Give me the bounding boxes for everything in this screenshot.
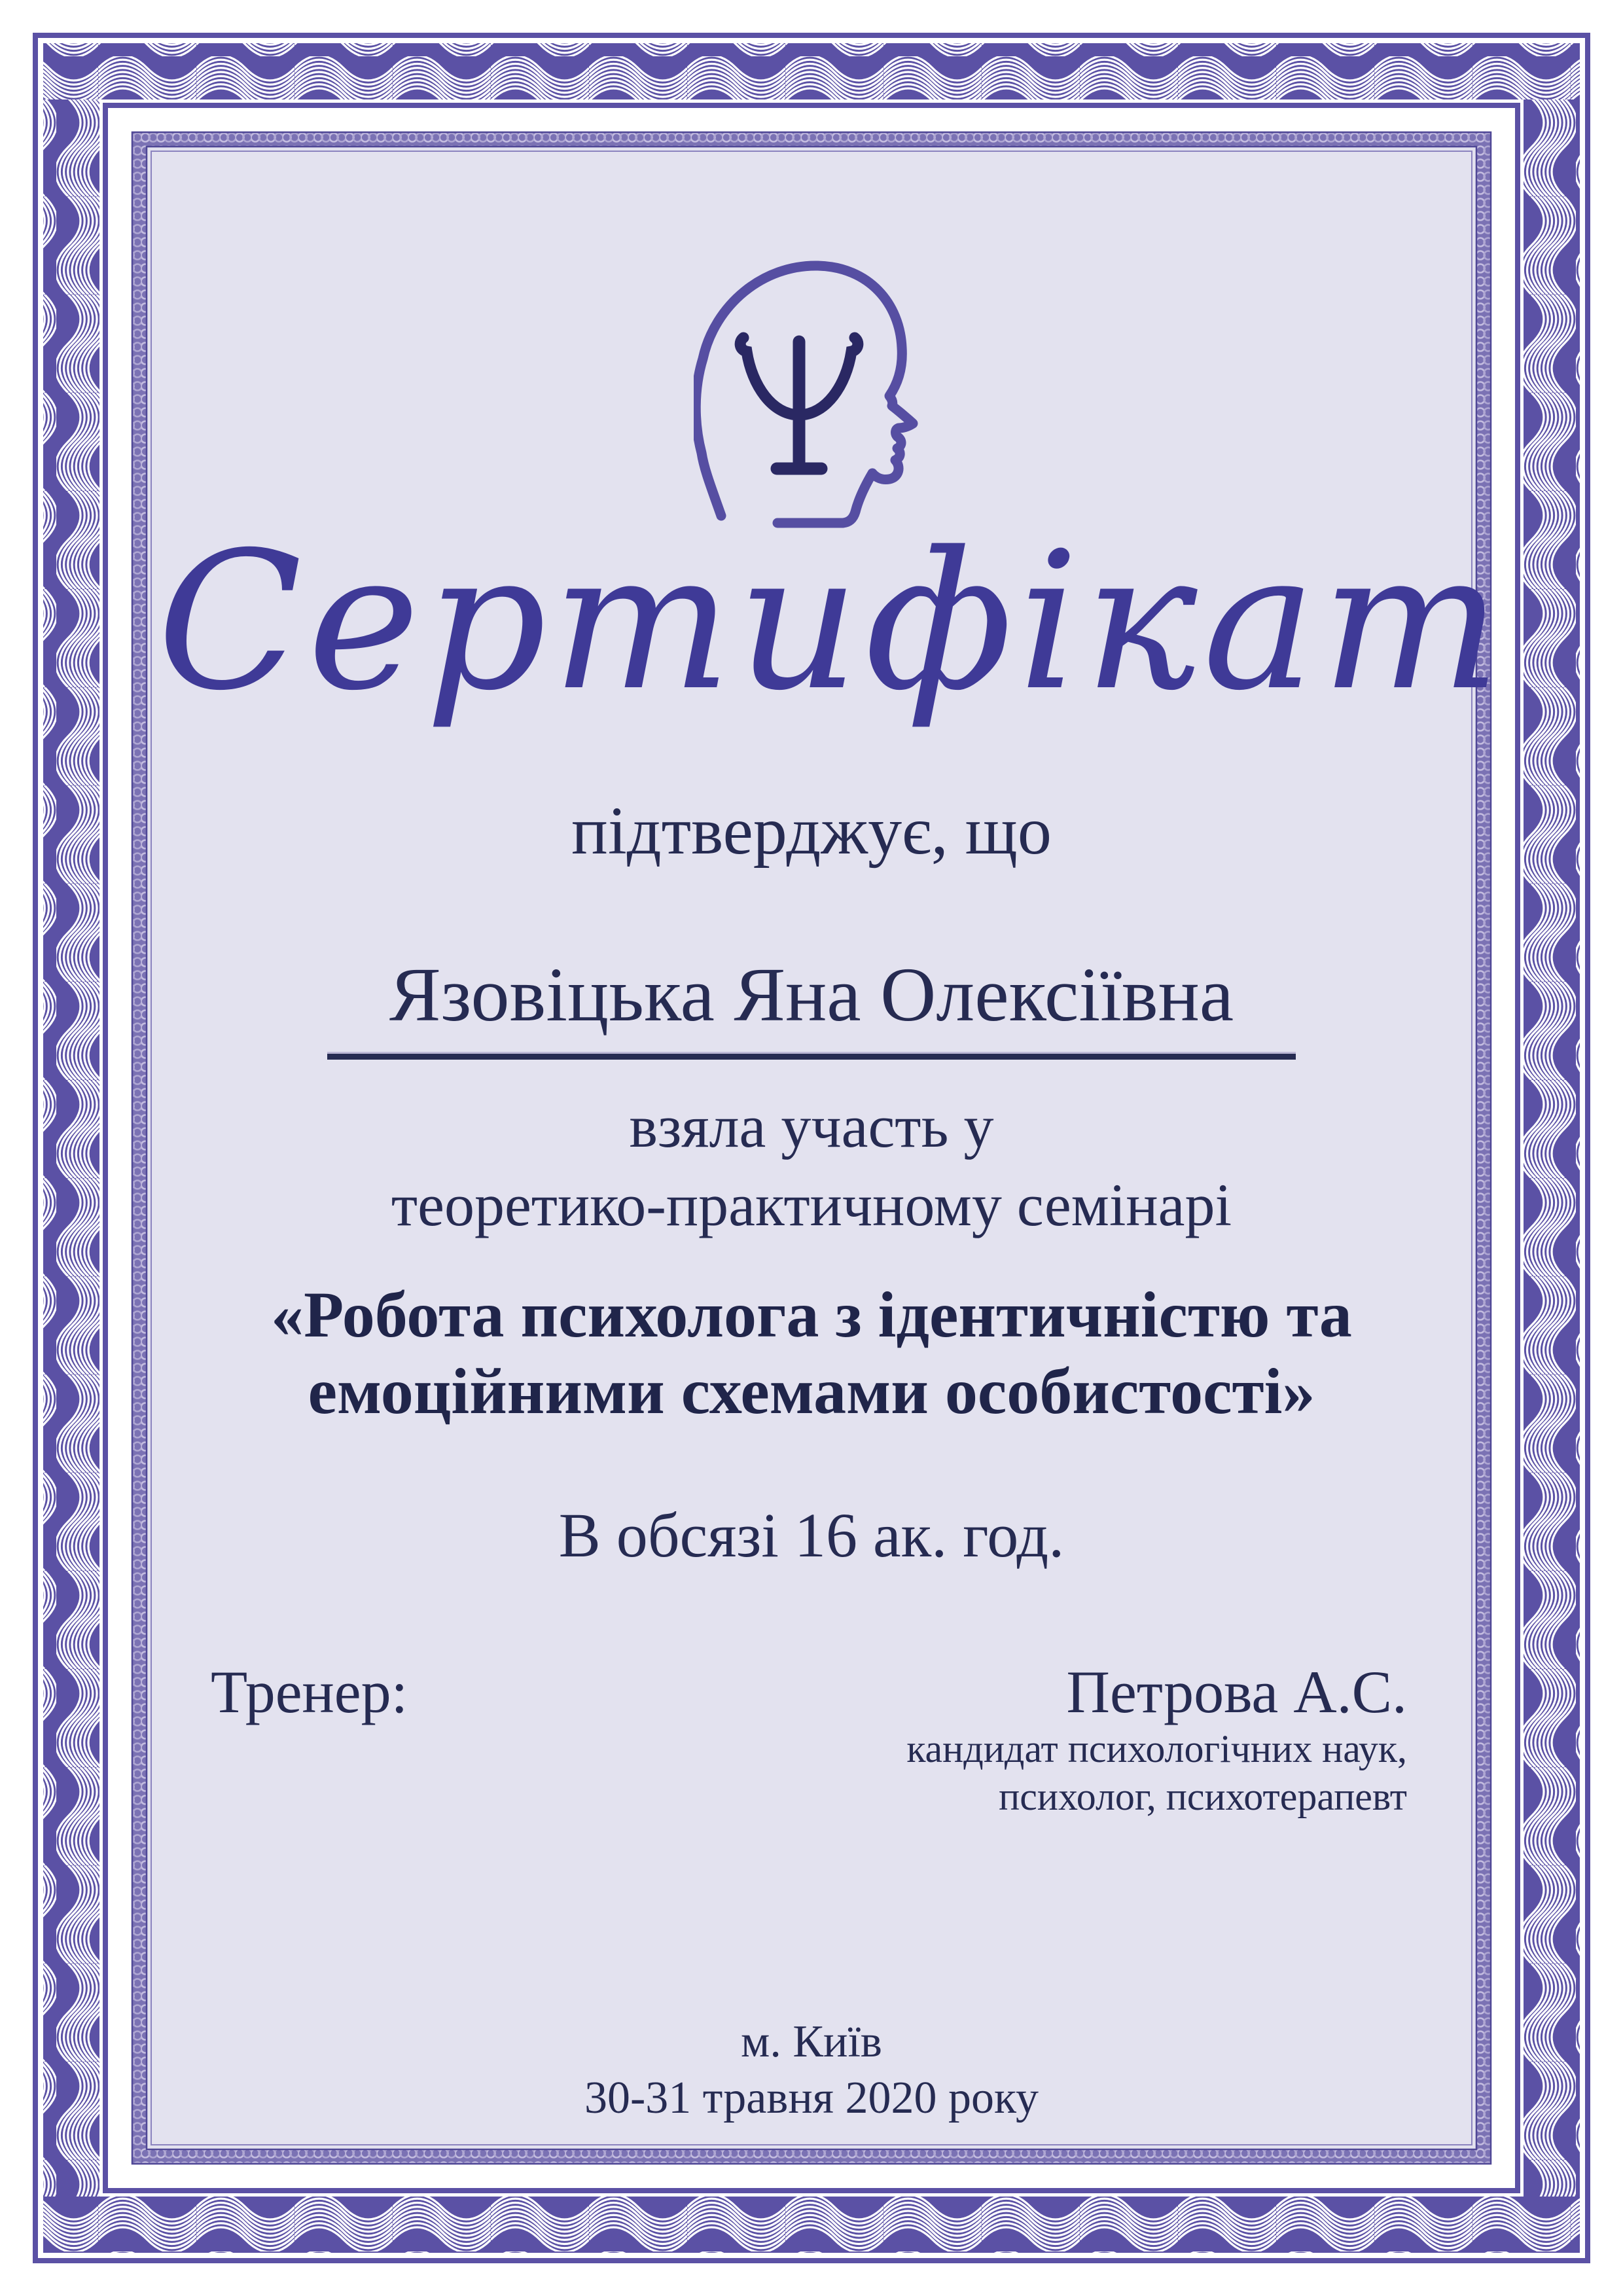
city-line: м. Київ: [741, 2017, 882, 2067]
date-line: 30-31 травня 2020 року: [584, 2073, 1039, 2123]
seminar-title: [157, 1276, 1466, 1429]
certificate-subtitle: підтверджує, що: [571, 793, 1052, 869]
duration-line: В обсязі 16 ак. год.: [558, 1500, 1065, 1570]
recipient-name-row: [157, 950, 1466, 1060]
psi-icon: [740, 338, 858, 469]
participation-line2: теоретико-практичному семінарі: [391, 1172, 1232, 1238]
participation-line1: взяла участь у: [629, 1093, 994, 1160]
trainer-name: Петрова А.С.: [1066, 1659, 1407, 1725]
recipient-name: Язовіцька Яна Олексіївна: [327, 950, 1296, 1060]
certificate-title: Сертифікат: [157, 512, 1507, 732]
seminar-title-line1: «Робота психолога з ідентичністю та: [271, 1278, 1352, 1351]
trainer-label: Тренер:: [211, 1659, 408, 1725]
trainer-degree-line2: психолог, психотерапевт: [999, 1775, 1407, 1819]
trainer-degree-line1: кандидат психологічних наук,: [906, 1727, 1407, 1770]
seminar-title-line2: емоційними схемами особистості»: [308, 1355, 1315, 1427]
trainer-credentials: [906, 1725, 1407, 1821]
psi-head-logo: [694, 259, 929, 534]
